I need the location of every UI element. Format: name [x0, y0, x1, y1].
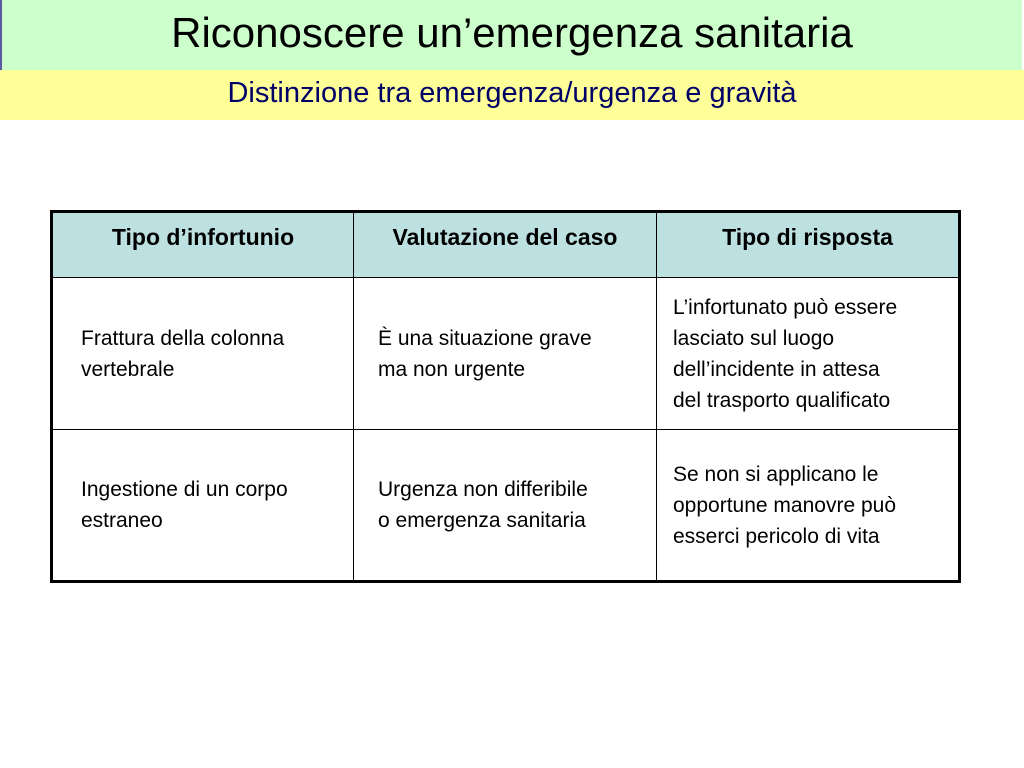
table-header-row [52, 212, 960, 278]
injury-cell-text: Frattura della colonna vertebrale [81, 326, 285, 381]
table-cell [52, 278, 354, 430]
table-row [52, 278, 960, 430]
column-header-injury-type: Tipo d’infortunio [52, 212, 354, 278]
column-header-response-type: Tipo di risposta [657, 212, 960, 278]
table-cell [52, 430, 354, 582]
table-cell [657, 278, 960, 430]
comparison-table [50, 210, 961, 583]
response-cell-text: Se non si applicano le opportune manovre può esserci pericolo di vita [673, 462, 896, 548]
assessment-cell-text: È una situazione grave ma non urgente [378, 326, 592, 381]
table-cell [657, 430, 960, 582]
title-bar [0, 0, 1022, 70]
slide-subtitle: Distinzione tra emergenza/urgenza e gravità [227, 76, 797, 109]
injury-cell-text: Ingestione di un corpo estraneo [81, 478, 288, 532]
table-row [52, 430, 960, 582]
slide-title: Riconoscere un’emergenza sanitaria [171, 9, 853, 56]
subtitle-bar [0, 70, 1024, 120]
column-header-case-assessment: Valutazione del caso [354, 212, 657, 278]
assessment-cell-text: Urgenza non differibile o emergenza sanitaria [378, 478, 588, 532]
response-cell-text: L’infortunato può essere lasciato sul luogo dell’incidente in attesa del trasporto qualificato [673, 295, 898, 412]
table-cell [354, 278, 657, 430]
table-cell [354, 430, 657, 582]
